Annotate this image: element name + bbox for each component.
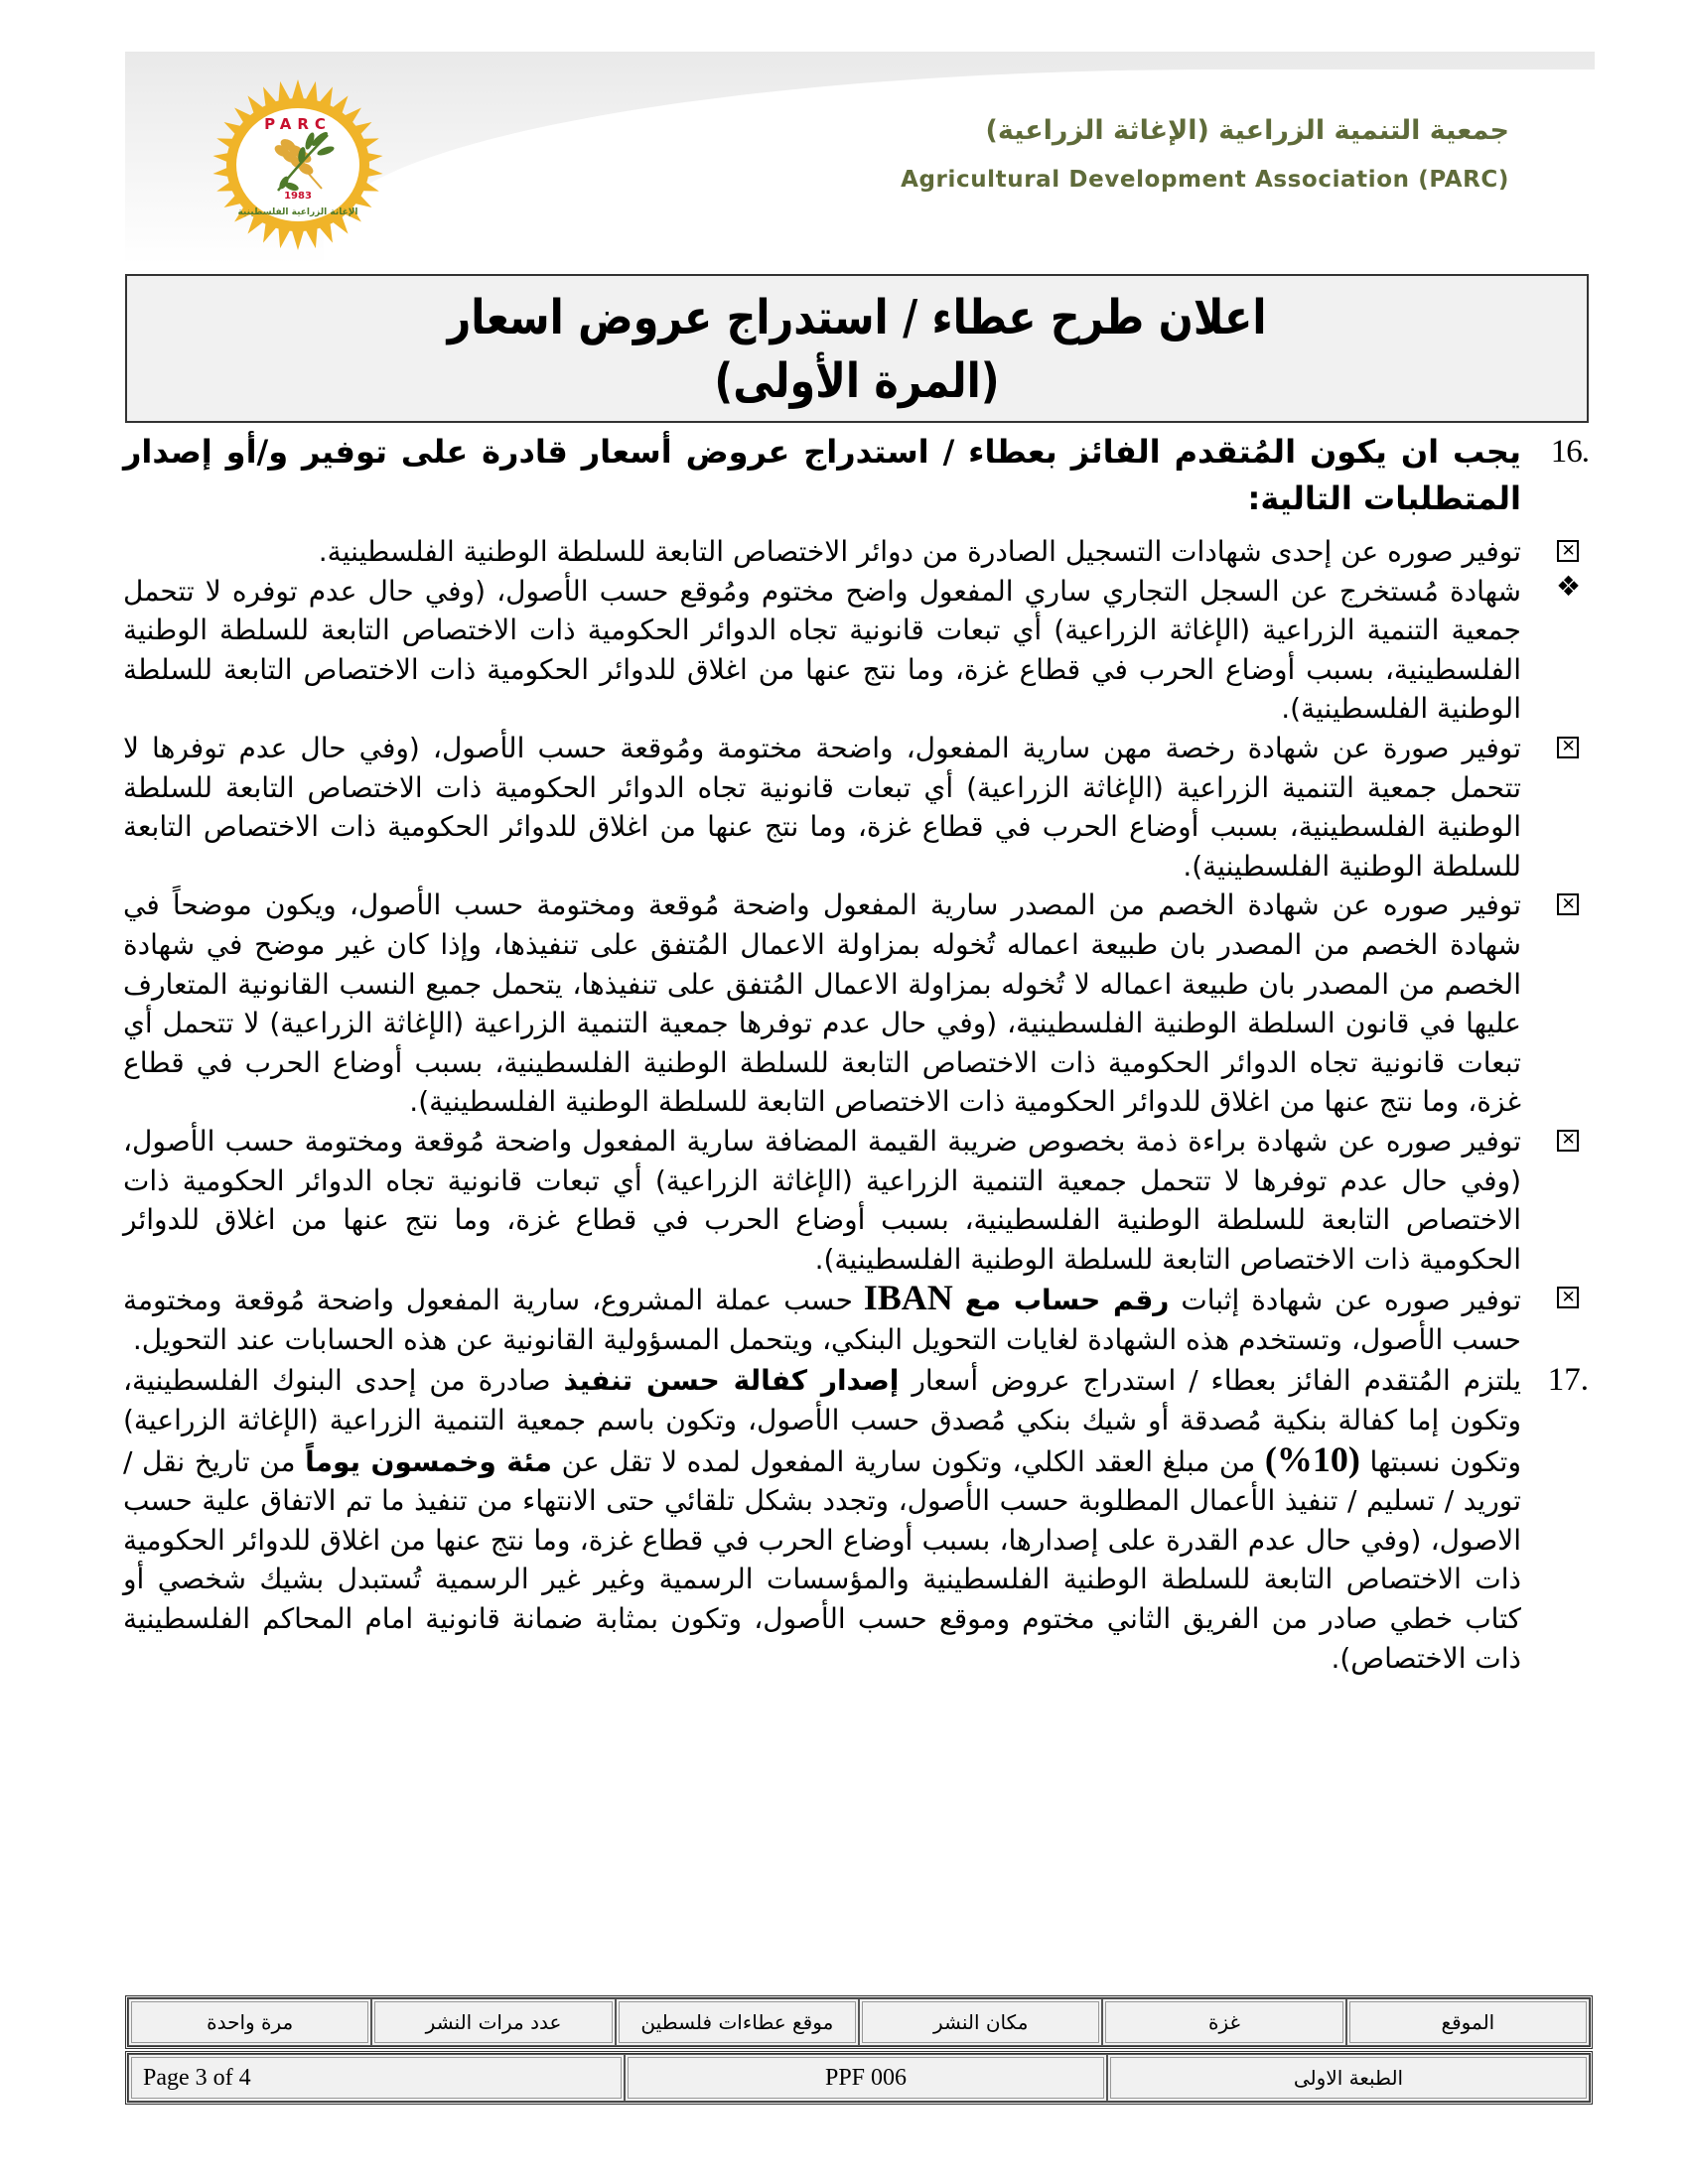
requirement-item <box>123 532 1593 572</box>
boxed-x-bullet-icon: ✕ <box>1557 893 1579 915</box>
bond-duration: مئة وخمسون يوماً <box>305 1444 553 1478</box>
parc-logo <box>205 79 391 250</box>
requirement-text: شهادة مُستخرج عن السجل التجاري ساري المفعول واضح مختوم ومُوقع حسب الأصول، (وفي حال عدم توفره لا تتحمل جمعية التنمية الزراعية (الإغاثة الزراعية) أي تبعات قانونية تجاه الدوائر الحكومية ذات الاختصاص التابعة للسلطة الوطنية الفلسطينية، بسبب أوضاع الحرب في قطاع غزة، وما نتج عنها من اغلاق للدوائر الحكومية ذات الاختصاص التابعة للسلطة الوطنية الفلسطينية). <box>123 574 1521 726</box>
requirement-emphasis: رقم حساب مع <box>964 1284 1170 1317</box>
clause-number: 17. <box>1547 1362 1589 1399</box>
logo-year: 1983 <box>284 191 312 202</box>
title-main: اعلان طرح عطاء / استدراج عروض اسعار <box>447 290 1267 345</box>
clause-16-text: يجب ان يكون المُتقدم الفائز بعطاء / استدراج عروض أسعار قادرة على توفير و/أو إصدار المتطلبات التالية: <box>123 433 1521 517</box>
org-name-english: Agricultural Development Association (PARC) <box>901 167 1509 193</box>
logo-ring-text: الإغاثة الزراعية الفلسطينية <box>237 207 358 217</box>
requirement-text: توفير صوره عن شهادة إثبات <box>1181 1284 1522 1317</box>
requirement-item <box>123 886 1593 1122</box>
cell-location-value: غزة <box>1102 1998 1345 2046</box>
clause-number: 16. <box>1550 434 1589 470</box>
bond-percentage: (10%) <box>1264 1438 1360 1479</box>
page-number: Page 3 of 4 <box>128 2054 625 2102</box>
cell-location-label: الموقع <box>1346 1998 1590 2046</box>
boxed-x-bullet-icon: ✕ <box>1557 540 1579 562</box>
clause-17-text: من مبلغ العقد الكلي، وتكون سارية المفعول لمده لا تقل عن <box>561 1444 1256 1478</box>
boxed-x-bullet-icon: ✕ <box>1557 1130 1579 1152</box>
letterhead-banner <box>125 52 1595 264</box>
clause-17-text: صادرة من إحدى البنوك الفلسطينية، وتكون إما كفالة بنكية مُصدقة أو شيك بنكي مُصدق حسب الأصول، وتكون باسم جمعية التنمية الزراعية (الإغاثة الزراعية) وتكون نسبتها <box>123 1364 1522 1478</box>
requirement-item <box>123 1122 1593 1279</box>
requirement-item <box>123 569 1593 729</box>
clause-17-text: يلتزم المُتقدم الفائز بعطاء / استدراج عروض أسعار <box>912 1364 1522 1398</box>
requirement-text: توفير صورة عن شهادة رخصة مهن سارية المفعول، واضحة مختومة ومُوقعة حسب الأصول، (وفي حال عدم توفرها لا تتحمل جمعية التنمية الزراعية (الإغاثة الزراعية) أي تبعات قانونية تجاه الدوائر الحكومية ذات الاختصاص التابعة للسلطة الوطنية الفلسطينية، بسبب أوضاع الحرب في قطاع غزة، وما نتج عنها من اغلاق للدوائر الحكومية ذات الاختصاص التابعة للسلطة الوطنية الفلسطينية). <box>123 731 1521 883</box>
announcement-title-box <box>125 274 1589 423</box>
org-name-arabic: جمعية التنمية الزراعية (الإغاثة الزراعية) <box>985 115 1509 146</box>
cell-publish-count-value: مرة واحدة <box>128 1998 371 2046</box>
performance-bond-emphasis: إصدار كفالة حسن تنفيذ <box>563 1364 900 1398</box>
cell-publish-place-label: مكان النشر <box>859 1998 1102 2046</box>
iban-label: IBAN <box>863 1278 953 1318</box>
clause-17 <box>123 1361 1593 1678</box>
boxed-x-bullet-icon: ✕ <box>1557 737 1579 758</box>
requirement-text: حسب عملة المشروع، سارية المفعول واضحة مُوقعة ومختومة حسب الأصول، وتستخدم هذه الشهادة لغايات التحويل البنكي، ويتحمل المسؤولية القانونية عن هذه الحسابات عند التحويل. <box>123 1284 1521 1356</box>
requirement-text: توفير صوره عن شهادة الخصم من المصدر سارية المفعول واضحة مُوقعة ومختومة حسب الأصول، ويكون موضحاً في شهادة الخصم من المصدر بان طبيعة اعماله تُخوله بمزاولة الاعمال المُتفق على تنفيذها، وإذا كان غير موضح في شهادة الخصم من المصدر بان طبيعة اعماله لا تُخوله بمزاولة الاعمال المُتفق على تنفيذها، يتحمل جميع النسب القانونية المتعارف عليها في قانون السلطة الوطنية الفلسطينية، (وفي حال عدم توفرها جمعية التنمية الزراعية (الإغاثة الزراعية) لا تتحمل أي تبعات قانونية تجاه الدوائر الحكومية ذات الاختصاص التابعة للسلطة الوطنية الفلسطينية، بسبب أوضاع الحرب في قطاع غزة، وما نتج عنها من اغلاق للدوائر الحكومية ذات الاختصاص التابعة للسلطة الوطنية الفلسطينية). <box>123 888 1521 1119</box>
form-code: PPF 006 <box>625 2054 1107 2102</box>
cell-publish-count-label: عدد مرات النشر <box>371 1998 615 2046</box>
cell-publish-place-value: موقع عطاءات فلسطين <box>616 1998 859 2046</box>
four-diamond-bullet-icon: ❖ <box>1556 569 1580 603</box>
clause-16 <box>123 429 1593 522</box>
requirement-text: توفير صوره عن شهادة براءة ذمة بخصوص ضريبة القيمة المضافة سارية المفعول واضحة مُوقعة ومختومة حسب الأصول، (وفي حال عدم توفرها لا تتحمل جمعية التنمية الزراعية (الإغاثة الزراعية) أي تبعات قانونية تجاه الدوائر الحكومية ذات الاختصاص التابعة للسلطة الوطنية الفلسطينية، بسبب أوضاع الحرب في قطاع غزة، وما نتج عنها من اغلاق للدوائر الحكومية ذات الاختصاص التابعة للسلطة الوطنية الفلسطينية). <box>123 1124 1521 1276</box>
requirements-list <box>123 532 1593 1359</box>
publication-info-table <box>125 1995 1593 2049</box>
requirement-item <box>123 729 1593 886</box>
boxed-x-bullet-icon: ✕ <box>1557 1287 1579 1308</box>
logo-acronym: PARC <box>264 115 332 133</box>
clause-17-text: من تاريخ نقل / توريد / تسليم / تنفيذ الأعمال المطلوبة حسب الأصول، وتجدد بشكل تلقائي حتى الانتهاء من تنفيذ ما تم الاتفاق علية حسب الاصول، (وفي حال عدم القدرة على إصدارها، بسبب أوضاع الحرب في قطاع غزة، وما نتج عنها من اغلاق للدوائر الحكومية ذات الاختصاص التابعة للسلطة الوطنية الفلسطينية والمؤسسات الرسمية وغير غير الرسمية تُستبدل بشيك شخصي أو كتاب خطي صادر من الفريق الثاني مختوم وموقع حسب الأصول، وتكون بمثابة ضمانة قانونية امام المحاكم الفلسطينية ذات الاختصاص). <box>123 1444 1521 1675</box>
requirement-text: توفير صوره عن إحدى شهادات التسجيل الصادرة من دوائر الاختصاص التابعة للسلطة الوطنية الفلسطينية. <box>318 535 1521 568</box>
requirement-item <box>123 1279 1593 1359</box>
document-meta-table <box>125 2051 1593 2105</box>
edition-label: الطبعة الاولى <box>1107 2054 1590 2102</box>
document-body <box>123 429 1593 1678</box>
title-subtitle: (المرة الأولى) <box>714 353 1000 409</box>
